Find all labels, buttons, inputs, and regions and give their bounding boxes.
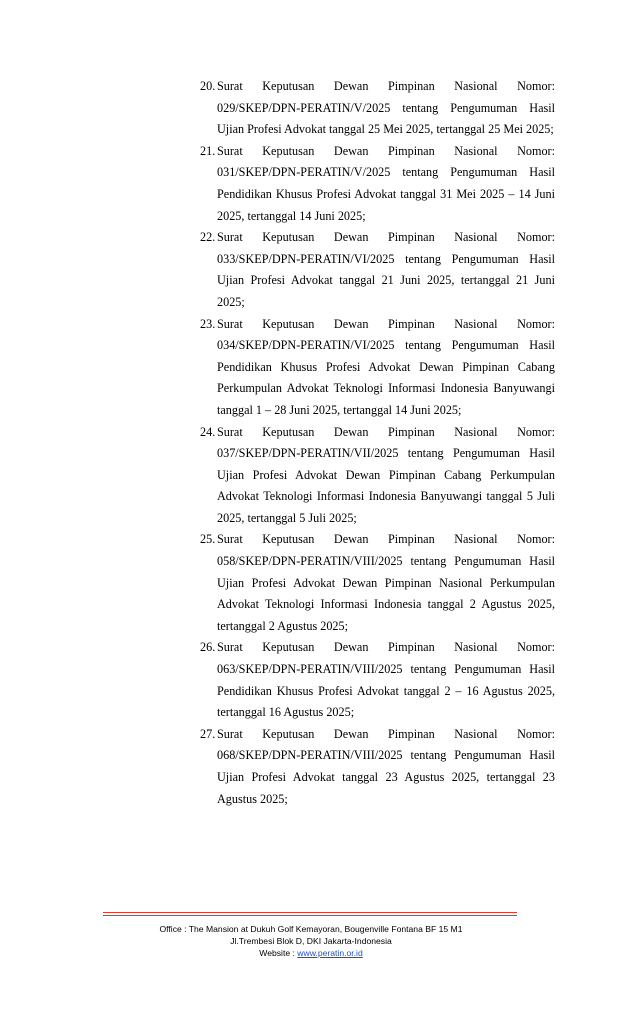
list-item-number: 22.	[200, 230, 216, 245]
list-item-text: Surat Keputusan Dewan Pimpinan Nasional Nomor: 058/SKEP/DPN-PERATIN/VIII/2025 tentang Pengumuman Hasil Ujian Profesi Advokat Dewan Pimpinan Nasional Perkumpulan Advokat Teknologi Informasi Indonesia tanggal 2 Agustus 2025, tertanggal 2 Agustus 2025;	[217, 532, 555, 633]
list-item	[200, 637, 555, 723]
list-item-text: Surat Keputusan Dewan Pimpinan Nasional Nomor: 034/SKEP/DPN-PERATIN/VI/2025 tentang Pengumuman Hasil Pendidikan Khusus Profesi Advokat Dewan Pimpinan Cabang Perkumpulan Advokat Teknologi Informasi Indonesia Banyuwangi tanggal 1 – 28 Juni 2025, tertanggal 14 Juni 2025;	[217, 316, 555, 417]
footer-divider-line	[103, 915, 517, 916]
list-item-text: Surat Keputusan Dewan Pimpinan Nasional Nomor: 063/SKEP/DPN-PERATIN/VIII/2025 tentang Pengumuman Hasil Pendidikan Khusus Profesi Advokat tanggal 2 – 16 Agustus 2025, tertanggal 16 Agustus 2025;	[217, 640, 555, 720]
footer-office-line: Office : The Mansion at Dukuh Golf Kemayoran, Bougenville Fontana BF 15 M1	[159, 924, 463, 934]
list-item-text: Surat Keputusan Dewan Pimpinan Nasional Nomor: 031/SKEP/DPN-PERATIN/V/2025 tentang Pengumuman Hasil Pendidikan Khusus Profesi Advokat tanggal 31 Mei 2025 – 14 Juni 2025, tertanggal 14 Juni 2025;	[217, 143, 555, 223]
list-item-number: 24.	[200, 424, 216, 439]
footer-website-label: Website :	[259, 948, 298, 958]
list-item	[200, 422, 555, 530]
footer-divider	[103, 911, 517, 917]
list-item	[200, 141, 555, 227]
footer-address-line: Jl.Trembesi Blok D, DKI Jakarta-Indonesia	[230, 936, 392, 946]
list-item-text: Surat Keputusan Dewan Pimpinan Nasional Nomor: 068/SKEP/DPN-PERATIN/VIII/2025 tentang Pengumuman Hasil Ujian Profesi Advokat tanggal 23 Agustus 2025, tertanggal 23 Agustus 2025;	[217, 726, 555, 806]
list-item	[200, 76, 555, 141]
list-item	[200, 529, 555, 637]
list-item-text: Surat Keputusan Dewan Pimpinan Nasional Nomor: 033/SKEP/DPN-PERATIN/VI/2025 tentang Pengumuman Hasil Ujian Profesi Advokat tanggal 21 Juni 2025, tertanggal 21 Juni 2025;	[217, 230, 555, 309]
list-item-number: 26.	[200, 640, 216, 655]
list-item-number: 23.	[200, 316, 216, 331]
decree-list	[200, 76, 555, 810]
list-item-text: Surat Keputusan Dewan Pimpinan Nasional Nomor: 029/SKEP/DPN-PERATIN/V/2025 tentang Pengumuman Hasil Ujian Profesi Advokat tanggal 25 Mei 2025, tertanggal 25 Mei 2025;	[217, 79, 555, 137]
list-item-number: 21.	[200, 143, 216, 158]
website-link[interactable]: www.peratin.or.id	[297, 948, 363, 958]
list-item-number: 25.	[200, 532, 216, 547]
footer-website-line	[0, 948, 622, 959]
list-item-number: 20.	[200, 79, 216, 93]
list-item-number: 27.	[200, 726, 216, 741]
list-item	[200, 314, 555, 422]
footer-divider-line	[103, 912, 517, 913]
list-item	[200, 724, 555, 810]
list-item-text: Surat Keputusan Dewan Pimpinan Nasional Nomor: 037/SKEP/DPN-PERATIN/VII/2025 tentang Pengumuman Hasil Ujian Profesi Advokat Dewan Pimpinan Cabang Perkumpulan Advokat Teknologi Informasi Indonesia Banyuwangi tanggal 5 Juli 2025, tertanggal 5 Juli 2025;	[217, 424, 555, 525]
list-item	[200, 227, 555, 313]
